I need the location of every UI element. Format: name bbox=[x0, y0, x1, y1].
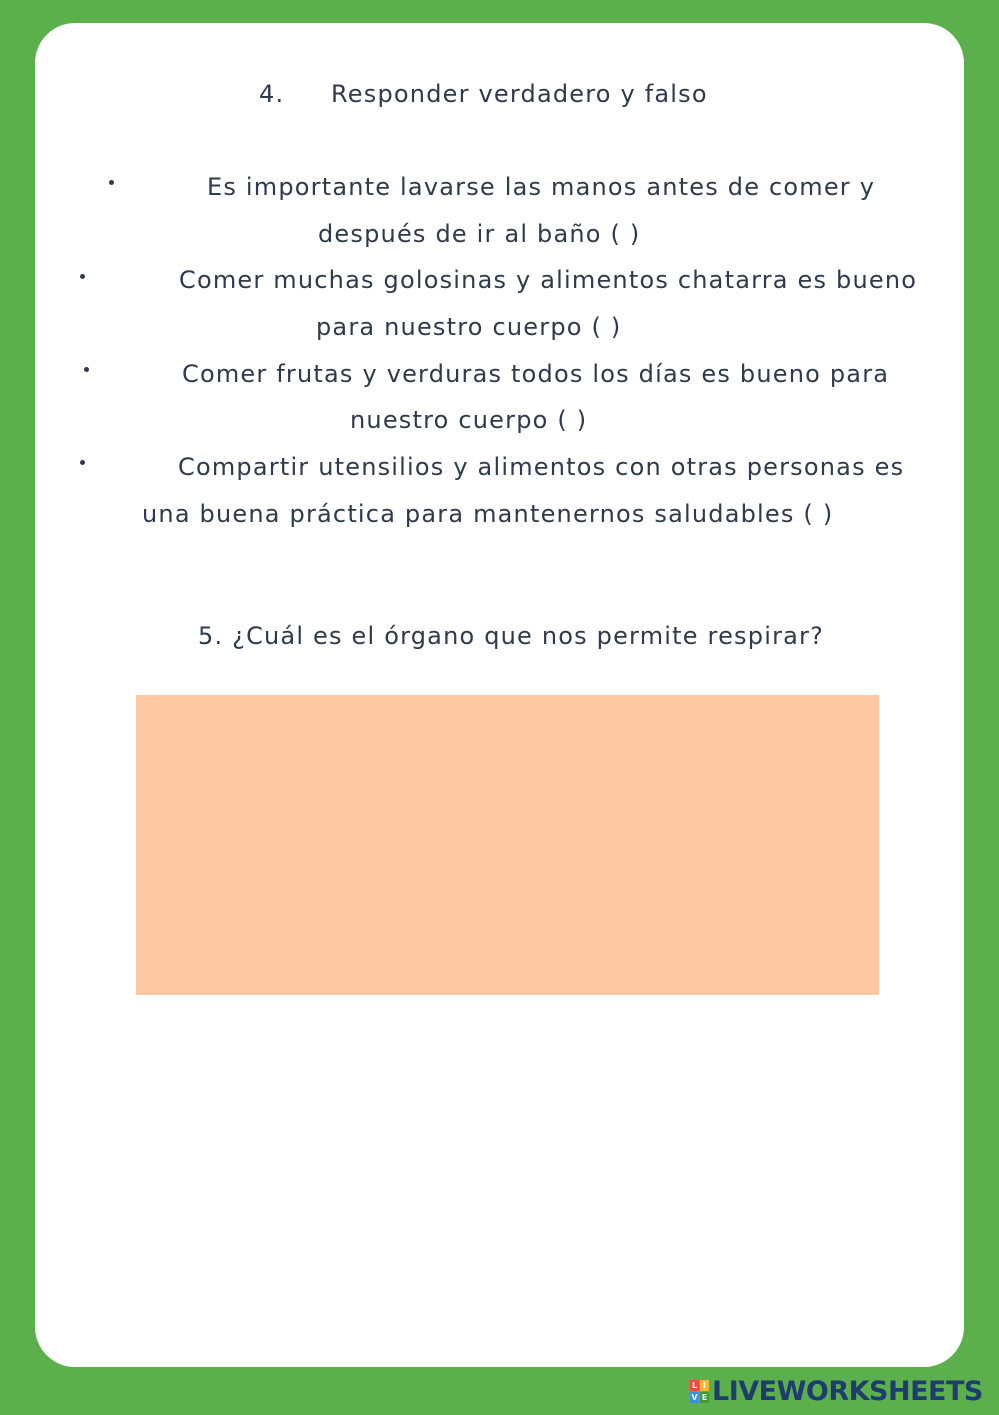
brand-name: LIVEWORKSHEETS bbox=[712, 1375, 983, 1407]
logo-letter: I bbox=[700, 1380, 709, 1391]
answer-drop-zone[interactable] bbox=[136, 695, 879, 995]
statement-3-line-2: nuestro cuerpo ( ) bbox=[350, 406, 588, 434]
statement-2-line-2: para nuestro cuerpo ( ) bbox=[316, 313, 622, 341]
statement-1-line-2: después de ir al baño ( ) bbox=[318, 220, 641, 248]
q4-title: Responder verdadero y falso bbox=[331, 80, 708, 108]
bullet bbox=[80, 274, 85, 279]
bullet bbox=[84, 367, 89, 372]
statement-1-line-1: Es importante lavarse las manos antes de comer y bbox=[207, 173, 876, 201]
logo-letter: V bbox=[691, 1392, 698, 1402]
liveworksheets-logo-icon bbox=[690, 1380, 709, 1403]
logo-letter: L bbox=[691, 1380, 698, 1390]
bullet bbox=[80, 460, 85, 465]
statement-3-line-1: Comer frutas y verduras todos los días es bueno para bbox=[182, 360, 890, 388]
statement-2-line-1: Comer muchas golosinas y alimentos chatarra es bueno bbox=[179, 266, 918, 294]
q4-number: 4. bbox=[259, 80, 285, 108]
bullet bbox=[109, 180, 114, 185]
liveworksheets-brand bbox=[690, 1374, 983, 1408]
logo-letter: E bbox=[701, 1392, 708, 1402]
statement-4-line-1: Compartir utensilios y alimentos con otras personas es bbox=[178, 453, 905, 481]
worksheet-page bbox=[35, 23, 964, 1367]
q5-title: 5. ¿Cuál es el órgano que nos permite respirar? bbox=[198, 622, 825, 650]
statement-4-line-2: una buena práctica para mantenernos saludables ( ) bbox=[142, 500, 834, 528]
